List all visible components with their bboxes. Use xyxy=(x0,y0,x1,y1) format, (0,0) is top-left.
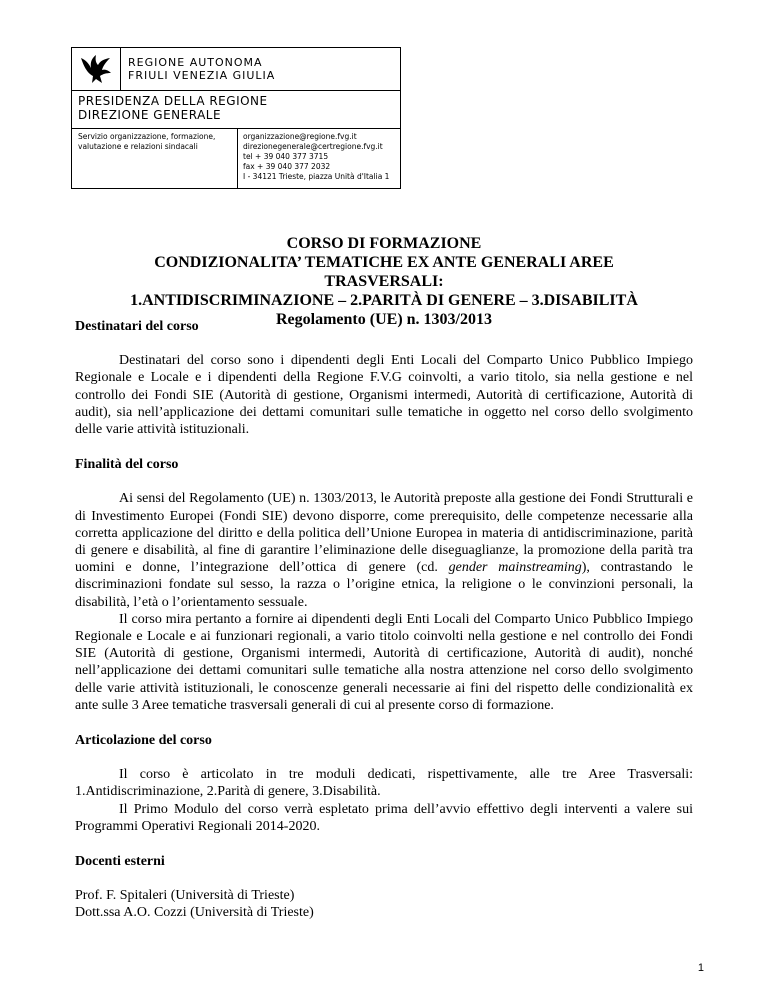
docente-2: Dott.ssa A.O. Cozzi (Università di Trieste) xyxy=(75,905,314,921)
letterhead-presidency-row xyxy=(72,90,400,129)
service-name xyxy=(78,132,233,152)
gender-mainstreaming-term: gender mainstreaming xyxy=(448,560,582,576)
title-line-2: CONDIZIONALITA’ TEMATICHE EX ANTE GENERALI AREE xyxy=(154,254,614,271)
letterhead-divider-2 xyxy=(237,128,238,188)
paragraph-articolazione-2: Il Primo Modulo del corso verrà espletato prima dell’avvio effettivo degli interventi a valere sui Programmi Operativi Regionali 2014-2020. xyxy=(75,801,693,834)
finalita-text-b: ), contrastando le discriminazioni fondate sul sesso, la razza o l’origine etnica, la religione o le convinzioni personali, la disabilità, l’età o l’orientamento sessuale. xyxy=(75,560,694,610)
paragraph-articolazione-1: Il corso è articolato in tre moduli dedicati, rispettivamente, alle tre Aree Trasversali: 1.Antidiscriminazione, 2.Parità di genere, 3.Disabilità. xyxy=(75,767,693,800)
letterhead-region-row xyxy=(72,48,400,91)
presidency-name xyxy=(78,94,268,122)
region-line-2: FRIULI VENEZIA GIULIA xyxy=(128,69,276,82)
email-2: direzionegenerale@certregione.fvg.it xyxy=(243,142,383,151)
document-title xyxy=(60,234,708,329)
section-heading-finalita: Finalità del corso xyxy=(75,457,179,473)
title-line-3: TRASVERSALI: xyxy=(324,273,444,290)
docente-1: Prof. F. Spitaleri (Università di Trieste) xyxy=(75,888,295,904)
title-line-1: CORSO DI FORMAZIONE xyxy=(286,235,482,252)
presidency-line-1: PRESIDENZA DELLA REGIONE xyxy=(78,94,268,108)
contact-info xyxy=(243,132,398,182)
region-line-1: REGIONE AUTONOMA xyxy=(128,56,263,69)
address: I - 34121 Trieste, piazza Unità d'Italia 1 xyxy=(243,172,390,181)
paragraph-finalita-2: Il corso mira pertanto a fornire ai dipendenti degli Enti Locali del Comparto Unico Pubblico Impiego Regionale e Locale e ai funzionari regionali, a vario titolo coinvolti nella gestione e nel controllo dei Fondi SIE (Autorità di gestione, Organismi intermedi, Autorità di certificazione, Autorità di audit), nonché nell’applicazione dei dettami comunitari sulle tematiche alla nostra attenzione nel corso dello svolgimento delle varie attività istituzionali, le conoscenze generali necessarie ai fini del rispetto delle condizionalità ex ante sulle 3 Aree tematiche trasversali generali di cui al presente corso di formazione. xyxy=(75,611,693,713)
email-1: organizzazione@regione.fvg.it xyxy=(243,132,357,141)
presidency-line-2: DIREZIONE GENERALE xyxy=(78,108,222,122)
title-line-5: Regolamento (UE) n. 1303/2013 xyxy=(276,311,492,328)
paragraph-finalita-1 xyxy=(75,490,693,610)
region-name xyxy=(128,56,275,82)
fax: fax + 39 040 377 2032 xyxy=(243,162,331,171)
letterhead xyxy=(71,47,401,189)
eagle-icon xyxy=(78,52,114,86)
service-line-2: valutazione e relazioni sindacali xyxy=(78,142,198,151)
document-body xyxy=(75,318,693,922)
service-line-1: Servizio organizzazione, formazione, xyxy=(78,132,216,141)
title-line-4: 1.ANTIDISCRIMINAZIONE – 2.PARITÀ DI GENERE – 3.DISABILITÀ xyxy=(130,292,638,309)
finalita-text-a: Ai sensi del Regolamento (UE) n. 1303/2013, le Autorità preposte alla gestione dei Fondi Strutturali e di Investimento Europei (Fondi SIE) devono disporre, come prerequisito, delle competenze necessarie alla corretta applicazione del diritto e della politica dell’Unione Europea in materia di antidiscriminazione, parità di genere e disabilità, al fine di garantire l’eliminazione delle diseguaglianze, la promozione della parità tra uomini e donne, l’integrazione dell’ottica di genere (cd. xyxy=(75,491,693,576)
phone: tel + 39 040 377 3715 xyxy=(243,152,329,161)
letterhead-divider xyxy=(120,48,121,90)
section-heading-articolazione: Articolazione del corso xyxy=(75,733,212,749)
section-heading-docenti: Docenti esterni xyxy=(75,854,165,870)
paragraph-destinatari: Destinatari del corso sono i dipendenti degli Enti Locali del Comparto Unico Pubblico Impiego Regionale e Locale e i dipendenti della Regione F.V.G coinvolti, a vario titolo, sia nella gestione e nel controllo dei Fondi SIE (Autorità di gestione, Organismi intermedi, Autorità di certificazione, Autorità di audit), sia nell’applicazione dei dettami comunitari sulle tematiche in oggetto nel corso dello svolgimento delle varie attività istituzionali. xyxy=(75,353,693,438)
page-number: 1 xyxy=(697,962,704,974)
section-heading-destinatari: Destinatari del corso xyxy=(75,319,199,334)
